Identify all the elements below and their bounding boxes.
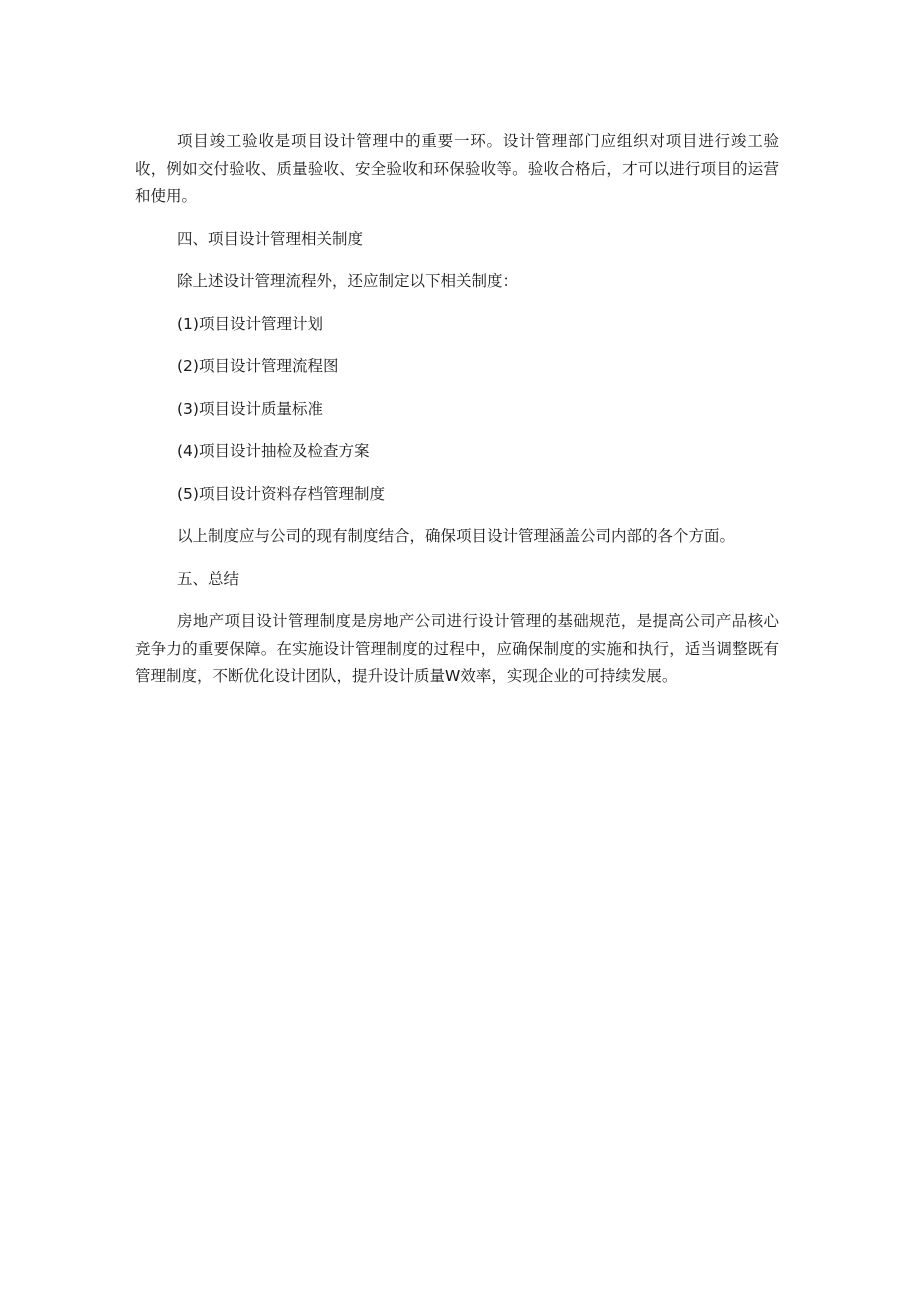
summary-paragraph: 房地产项目设计管理制度是房地产公司进行设计管理的基础规范，是提高公司产品核心竞争力的重要保障。在实施设计管理制度的过程中，应确保制度的实施和执行，适当调整既有管理制度，不断优化设计团队，提升设计质量W效率，实现企业的可持续发展。 [135, 612, 779, 685]
list-item: (5)项目设计资料存档管理制度 [177, 484, 385, 503]
list-item: (4)项目设计抽检及检查方案 [177, 442, 370, 460]
section-4-outro: 以上制度应与公司的现有制度结合，确保项目设计管理涵盖公司内部的各个方面。 [177, 527, 736, 545]
section-heading-5: 五、总结 [177, 569, 240, 588]
document-body [135, 128, 779, 691]
paragraph-acceptance: 项目竣工验收是项目设计管理中的重要一环。设计管理部门应组织对项目进行竣工验收，例如交付验收、质量验收、安全验收和环保验收等。验收合格后，才可以进行项目的运营和使用。 [135, 132, 779, 205]
section-heading-4: 四、项目设计管理相关制度 [177, 229, 364, 248]
list-item: (2)项目设计管理流程图 [177, 357, 339, 375]
list-item: (1)项目设计管理计划 [177, 314, 323, 333]
section-4-intro: 除上述设计管理流程外，还应制定以下相关制度： [177, 272, 519, 290]
list-item: (3)项目设计质量标准 [177, 399, 323, 418]
